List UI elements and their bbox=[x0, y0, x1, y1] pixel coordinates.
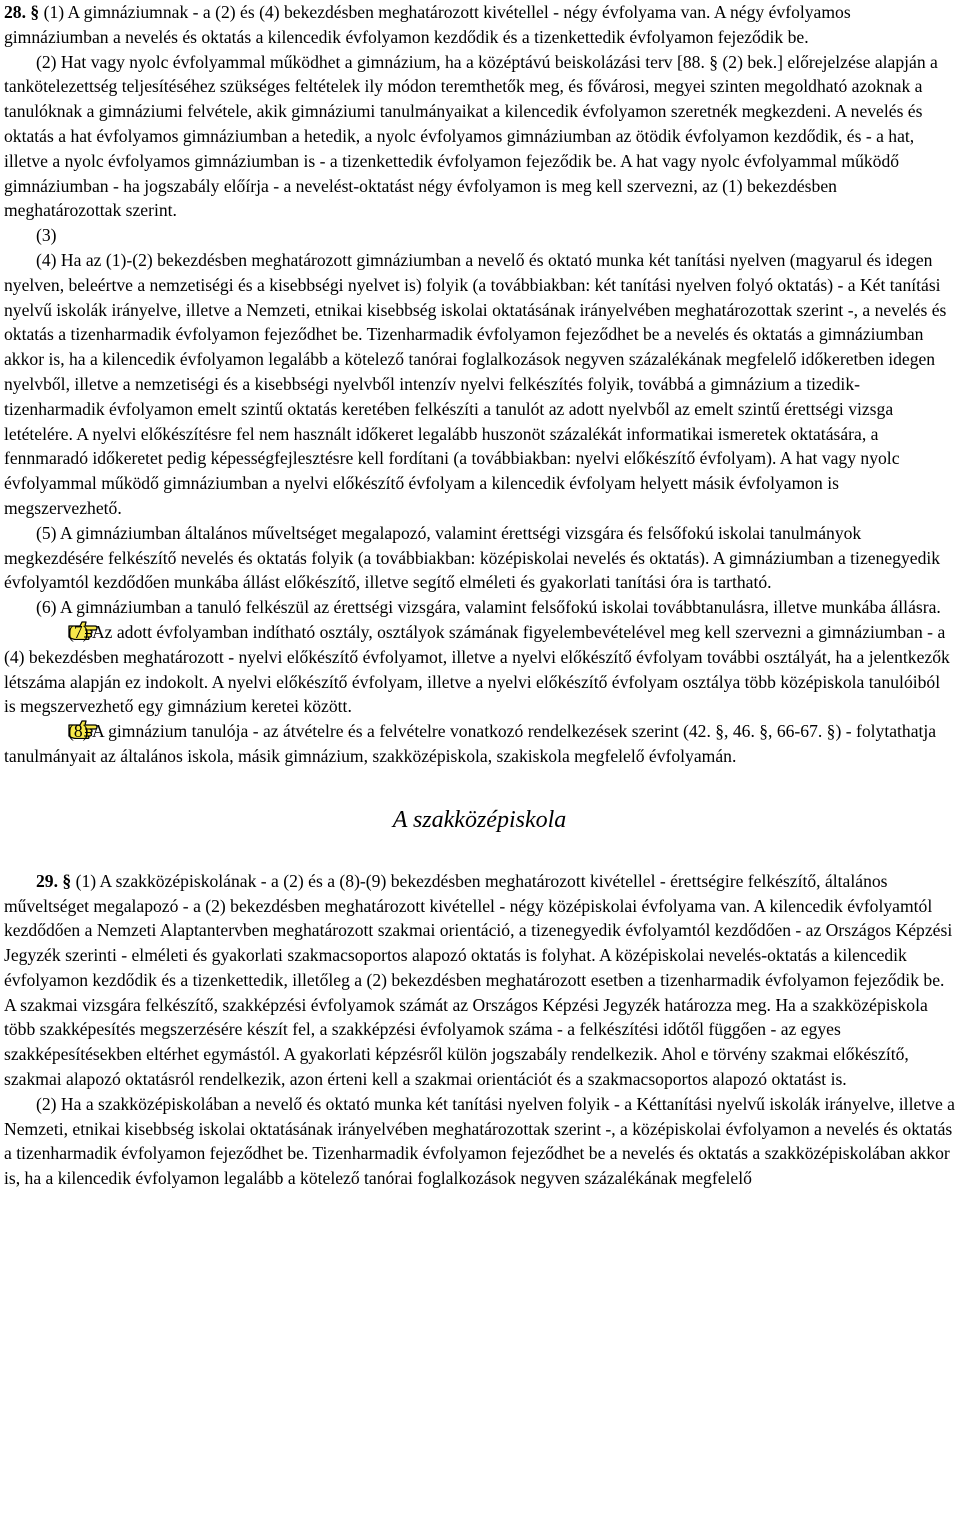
pointing-hand-icon[interactable] bbox=[36, 719, 66, 739]
section-28-para-8 bbox=[4, 719, 955, 769]
section-29-para-2: (2) Ha a szakközépiskolában a nevelő és oktató munka két tanítási nyelven folyik - a Kéttanítási nyelvű iskolák irányelve, illetve a Nemzeti, etnikai kisebbség iskolai oktatásának irányelvében meghatározottak szerint -, a középiskolai évfolyamon a nevelés és oktatás a tizenharmadik évfolyamon fejeződhet be. Tizenharmadik évfolyamon fejeződhet be a nevelés és oktatás a szakközépiskolában akkor is, ha a kilencedik évfolyamon legalább a kötelező tanórai foglalkozások negyven százalékának megfelelő bbox=[4, 1093, 955, 1189]
section-29-para-1 bbox=[4, 869, 955, 1092]
section-28-para-4: (4) Ha az (1)-(2) bekezdésben meghatározott gimnáziumban a nevelő és oktató munka két tanítási nyelven (magyarul és idegen nyelven, beleértve a nemzetiségi és a kisebbségi nyelvet is) folyik (a továbbiakban: két tanítási nyelven folyó oktatás) - a Két tanítási nyelvű iskolák irányelve, illetve a Nemzeti, etnikai kisebbség iskolai oktatásának irányelvében meghatározottak szerint -, a nevelés és oktatás a tizenharmadik évfolyamon fejeződhet be. Tizenharmadik évfolyamon fejeződhet be a nevelés és oktatás a gimnáziumban akkor is, ha a kilencedik évfolyamon legalább a kötelező tanórai foglalkozások negyven százalékának megfelelő időkeretben idegen nyelvből, illetve a nemzetiségi és a kisebbségi nyelvből intenzív nyelvi felkészítés folyik, továbbá a gimnázium a tizedik-tizenharmadik évfolyamon emelt szintű oktatás keretében felkészíti a tanulót az adott nyelvből az emelt szintű érettségi vizsga letételére. A nyelvi előkészítésre fel nem használt időkeret legalább huszonöt százalékát informatikai ismeretek oktatására, a fennmaradó időkeretet pedig képességfejlesztésre kell fordítani (a továbbiakban: nyelvi előkészítő évfolyam). A hat vagy nyolc évfolyammal működő gimnáziumban a nyelvi előkészítő évfolyam a kilencedik évfolyam helyett másik évfolyamon is megszervezhető. bbox=[4, 249, 947, 518]
section-28-label: 28. § bbox=[4, 2, 40, 22]
section-28-para-1 bbox=[4, 0, 955, 50]
section-29-para-1-text: (1) A szakközépiskolának - a (2) és a (8)-(9) bekezdésben meghatározott kivétellel - érettségire felkészítő, általános műveltséget megalapozó - a (2) bekezdésben meghatározott kivétellel - négy középiskolai évfolyama van. A kilencedik évfolyamtól kezdődően a Nemzeti Alaptantervben meghatározott szakmai orientáció, a tizenegyedik évfolyamtól kezdődően - az Országos Képzési Jegyzék szerinti - elméleti és gyakorlati szakmacsoportos alapozó oktatás is folyhat. A középiskolai nevelés-oktatás a kilencedik évfolyamon kezdődik és a tizenkettedik, illetőleg a (2) bekezdésben meghatározott esetben a tizenharmadik évfolyamon fejeződik be. A szakmai vizsgára felkészítő, szakképzési évfolyamok számát az Országos Képzési Jegyzék határozza meg. Ha a szakközépiskola több szakképesítés megszerzésére készít fel, a szakképzési évfolyamok száma - a felkészítési időtől függően - az egyes szakképesítésekben eltérhet egymástól. A gyakorlati képzésről külön jogszabály rendelkezik. Ahol e törvény szakmai előkészítő, szakmai alapozó oktatásról rendelkezik, azon érteni kell a szakmai orientációt és a szakmacsoportos alapozó oktatást is. bbox=[4, 870, 953, 1090]
section-28-para-2: (2) Hat vagy nyolc évfolyammal működhet a gimnázium, ha a középtávú beiskolázási terv [88. § (2) bek.] előrejelzése alapján a tankötelezettség teljesítéséhez szükséges feltételek ily módon teremthetők meg, és fővárosi, megyei szinten megoldható azoknak a tanulóknak a gimnáziumi felvétele, akik gimnáziumi tanulmányaikat a kilencedik évfolyamon szeretnék megkezdeni. A nevelés és oktatás a hat évfolyamos gimnáziumban a hetedik, a nyolc évfolyamos gimnáziumban az ötödik évfolyamon kezdődik, és - a hat, illetve a nyolc évfolyamos gimnáziumban is - a tizenkettedik évfolyamon fejeződik be. A hat vagy nyolc évfolyammal működő gimnáziumban - ha jogszabály előírja - a nevelést-oktatást négy évfolyamon is meg kell szervezni, az (1) bekezdésben meghatározottak szerint. bbox=[4, 51, 938, 221]
law-document bbox=[4, 0, 955, 1191]
section-28-para-7 bbox=[4, 620, 955, 719]
section-28-para-3: (3) bbox=[36, 225, 57, 246]
pointing-hand-icon[interactable] bbox=[36, 620, 66, 640]
section-28-para-1-text: (1) A gimnáziumnak - a (2) és (4) bekezdésben meghatározott kivétellel - négy évfolyama van. A négy évfolyamos gimnáziumban a nevelés és oktatás a kilencedik évfolyamon kezdődik és a tizenkettedik évfolyamon fejeződik be. bbox=[4, 2, 851, 47]
section-28-para-5: (5) A gimnáziumban általános műveltséget megalapozó, valamint érettségi vizsgára és felsőfokú iskolai tanulmányok megkezdésére felkészítő nevelés és oktatás folyik (a továbbiakban: középiskolai nevelés és oktatás). A gimnáziumban a tizenegyedik évfolyamtól kezdődően munkába állást előkészítő, illetve segítő elméleti és gyakorlati tanítási óra is tartható. bbox=[4, 522, 941, 593]
section-28-para-7-text: (7) Az adott évfolyamban indítható osztály, osztályok számának figyelembevételével meg kell szervezni a gimnáziumban - a (4) bekezdésben meghatározott - nyelvi előkészítő évfolyamot, illetve a nyelvi előkészítő évfolyam további osztályát, ha a jelentkezők létszáma alapján ez indokolt. A nyelvi előkészítő évfolyam, illetve a nyelvi előkészítő évfolyam osztálya több középiskola tanulóiból is megszervezhető egy gimnázium keretei között. bbox=[4, 621, 950, 717]
section-29-label: 29. § bbox=[36, 870, 72, 891]
section-28-para-8-text: (8) A gimnázium tanulója - az átvételre és a felvételre vonatkozó rendelkezések szerint (42. §, 46. §, 66-67. §) - folytathatja tanulmányait az általános iskola, másik gimnázium, szakközépiskola, szakiskola megfelelő évfolyamán. bbox=[4, 721, 937, 766]
section-heading: A szakközépiskola bbox=[392, 806, 567, 833]
section-28-para-6: (6) A gimnáziumban a tanuló felkészül az érettségi vizsgára, valamint felsőfokú iskolai továbbtanulásra, illetve munkába állásra. bbox=[36, 597, 941, 618]
